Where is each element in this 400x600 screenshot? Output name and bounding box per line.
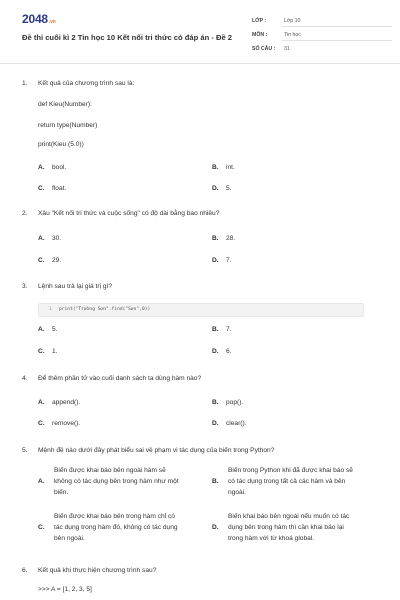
option-d[interactable]: D. 6. [212, 348, 232, 355]
option-a[interactable]: A. bool. [38, 164, 67, 171]
meta-class-value: Lớp 10 [284, 18, 301, 24]
option-a[interactable]: A. 5. [38, 326, 58, 333]
code-line-number: 1 [49, 307, 52, 312]
logo-main: 2048 [22, 12, 48, 26]
option-b[interactable]: B. int. [212, 164, 235, 171]
option-a[interactable]: A. 30. [38, 235, 62, 242]
code-line: >>> A = [1, 2, 3, 5] [38, 586, 92, 593]
question-number: 5. [22, 447, 28, 454]
option-a[interactable]: A. Biến được khai báo bên ngoài hàm sẽ không có tác dụng bên trong hàm như một biến. [38, 467, 179, 496]
code-text: print("Trường Sơn".find("Sơn",0)) [59, 307, 151, 312]
question-text: Mệnh đề nào dưới đây phát biểu sai về phạm vi tác dụng của biến trong Python? [38, 447, 275, 454]
question-number: 6. [22, 567, 28, 574]
meta-subject-value: Tin học [284, 32, 301, 38]
code-block [38, 303, 364, 317]
meta-subject-key: MÔN : [252, 32, 268, 38]
option-a[interactable]: A. append(). [38, 399, 81, 406]
option-c[interactable]: C. remove(). [38, 420, 81, 427]
question-number: 2. [22, 210, 28, 217]
option-c[interactable]: C. float. [38, 185, 67, 192]
code-line: def Kieu(Number): [38, 101, 92, 108]
question-text: Để thêm phần tử vào cuối danh sách ta dùng hàm nào? [38, 375, 202, 382]
logo-suffix: .vn [48, 19, 56, 25]
question-number: 3. [22, 283, 28, 290]
site-logo[interactable] [22, 12, 56, 26]
meta-count-key: SỐ CÂU : [252, 46, 276, 52]
option-d[interactable]: D. clear(). [212, 420, 247, 427]
option-c[interactable]: C. 1. [38, 348, 58, 355]
page-title: Đề thi cuối kì 2 Tin học 10 Kết nối tri thức có đáp án - Đề 2 [22, 33, 233, 42]
option-b[interactable]: B. Biến trong Python khi đã được khai báo sẽ có tác dụng trong tất cả các hàm và bên ngoài. [212, 467, 353, 496]
option-c[interactable]: C. 29. [38, 257, 62, 264]
option-b[interactable]: B. 7. [212, 326, 232, 333]
option-c[interactable]: C. Biến được khai báo bên trong hàm chỉ có tác dụng trong hàm đó, không có tác dụng bên ngoài. [38, 513, 178, 542]
option-d[interactable]: D. Biến khai báo bên ngoài nếu muốn có tác dụng bên trong hàm thì cần khai báo lại trong hàm với từ khoá global. [212, 513, 350, 542]
meta-count-value: 31 [284, 46, 290, 52]
page-header [0, 0, 400, 64]
option-b[interactable]: B. 28. [212, 235, 236, 242]
question-text: Lệnh sau trả lại giá trị gì? [38, 283, 113, 290]
meta-class-key: LỚP : [252, 18, 267, 24]
question-text: Kết quả khi thực hiện chương trình sau? [38, 567, 157, 574]
code-line: return type(Number) [38, 122, 98, 129]
option-b[interactable]: B. pop(). [212, 399, 244, 406]
option-d[interactable]: D. 7. [212, 257, 232, 264]
option-d[interactable]: D. 5. [212, 185, 232, 192]
question-number: 4. [22, 375, 28, 382]
question-text: Kết quả của chương trình sau là: [38, 80, 135, 87]
question-number: 1. [22, 80, 28, 87]
question-text: Xâu "Kết nối tri thức và cuộc sống" có độ dài bằng bao nhiêu? [38, 210, 220, 217]
code-line: print(Kieu (5.0)) [38, 141, 84, 148]
